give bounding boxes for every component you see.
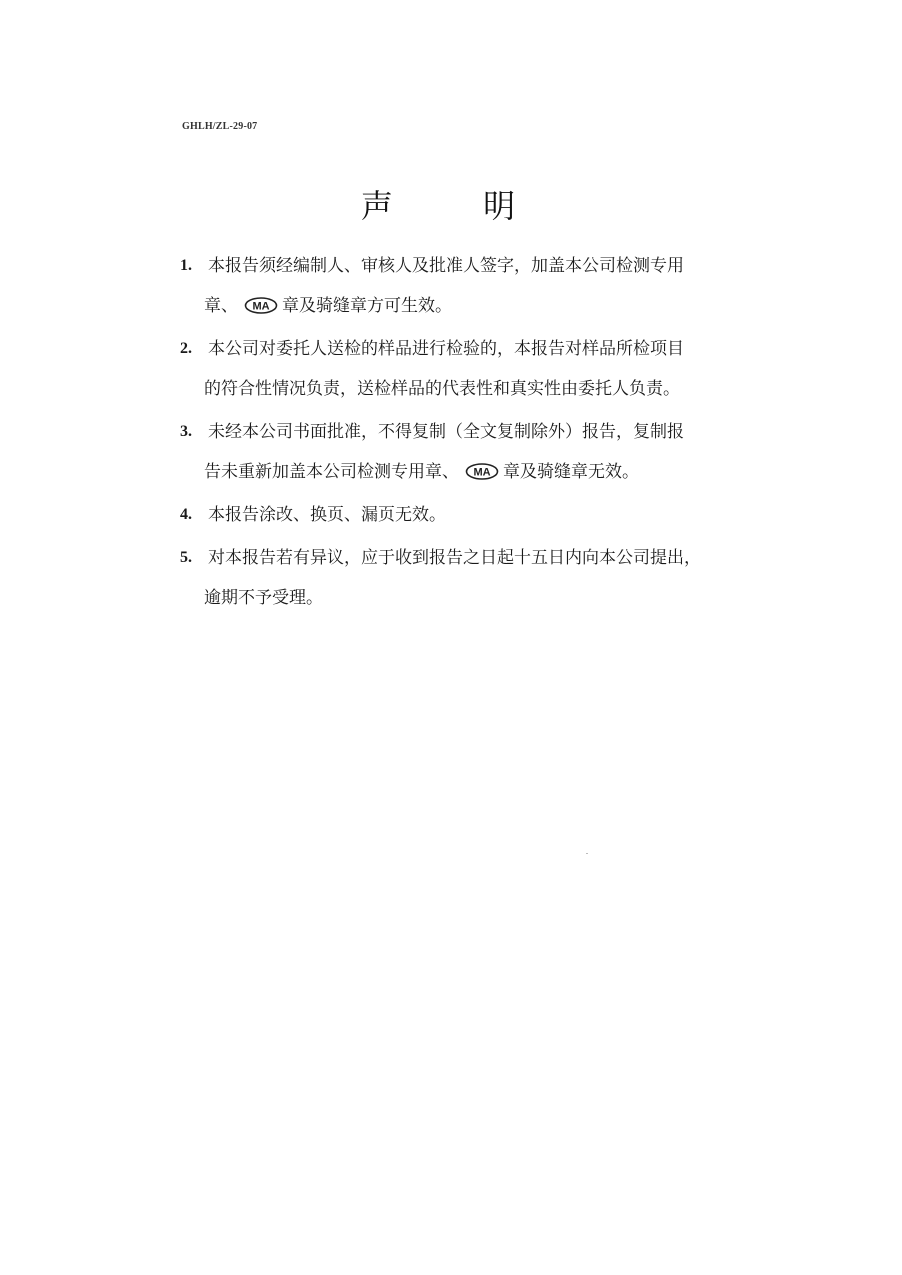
item-text-line2: 逾期不予受理。 bbox=[204, 588, 323, 608]
statement-item-2 bbox=[180, 329, 740, 409]
item-text-line1: 本报告须经编制人、审核人及批准人签字，加盖本公司检测专用 bbox=[208, 256, 684, 276]
item-text-line1: 未经本公司书面批准，不得复制（全文复制除外）报告，复制报 bbox=[208, 422, 684, 442]
item-number: 5. bbox=[180, 549, 192, 566]
item-text-after-mark: 章及骑缝章方可生效。 bbox=[282, 296, 452, 316]
item-text-line1: 本报告涂改、换页、漏页无效。 bbox=[208, 505, 446, 525]
item-text-before-mark: 告未重新加盖本公司检测专用章、 bbox=[204, 462, 459, 482]
item-number: 4. bbox=[180, 506, 192, 523]
statement-item-1 bbox=[180, 246, 740, 326]
item-text-line1: 本公司对委托人送检的样品进行检验的，本报告对样品所检项目 bbox=[208, 339, 684, 359]
cma-mark-icon bbox=[465, 463, 499, 480]
page-title: 声 明 bbox=[360, 187, 556, 225]
svg-text:MA: MA bbox=[252, 300, 270, 312]
document-code: GHLH/ZL-29-07 bbox=[182, 121, 258, 132]
svg-text:MA: MA bbox=[473, 466, 491, 478]
statement-list bbox=[180, 246, 740, 621]
scan-speck bbox=[586, 853, 588, 854]
item-text-line2: 的符合性情况负责，送检样品的代表性和真实性由委托人负责。 bbox=[204, 379, 680, 399]
cma-mark-icon bbox=[244, 297, 278, 314]
item-number: 2. bbox=[180, 340, 192, 357]
statement-item-4 bbox=[180, 495, 740, 535]
statement-item-5 bbox=[180, 538, 740, 618]
statement-item-3 bbox=[180, 412, 740, 492]
item-number: 1. bbox=[180, 257, 192, 274]
item-text-after-mark: 章及骑缝章无效。 bbox=[503, 462, 639, 482]
item-text-line2 bbox=[180, 452, 740, 492]
item-text-line1: 对本报告若有异议，应于收到报告之日起十五日内向本公司提出， bbox=[208, 548, 701, 568]
item-text-line2 bbox=[180, 286, 740, 326]
item-text-before-mark: 章、 bbox=[204, 296, 238, 316]
item-number: 3. bbox=[180, 423, 192, 440]
